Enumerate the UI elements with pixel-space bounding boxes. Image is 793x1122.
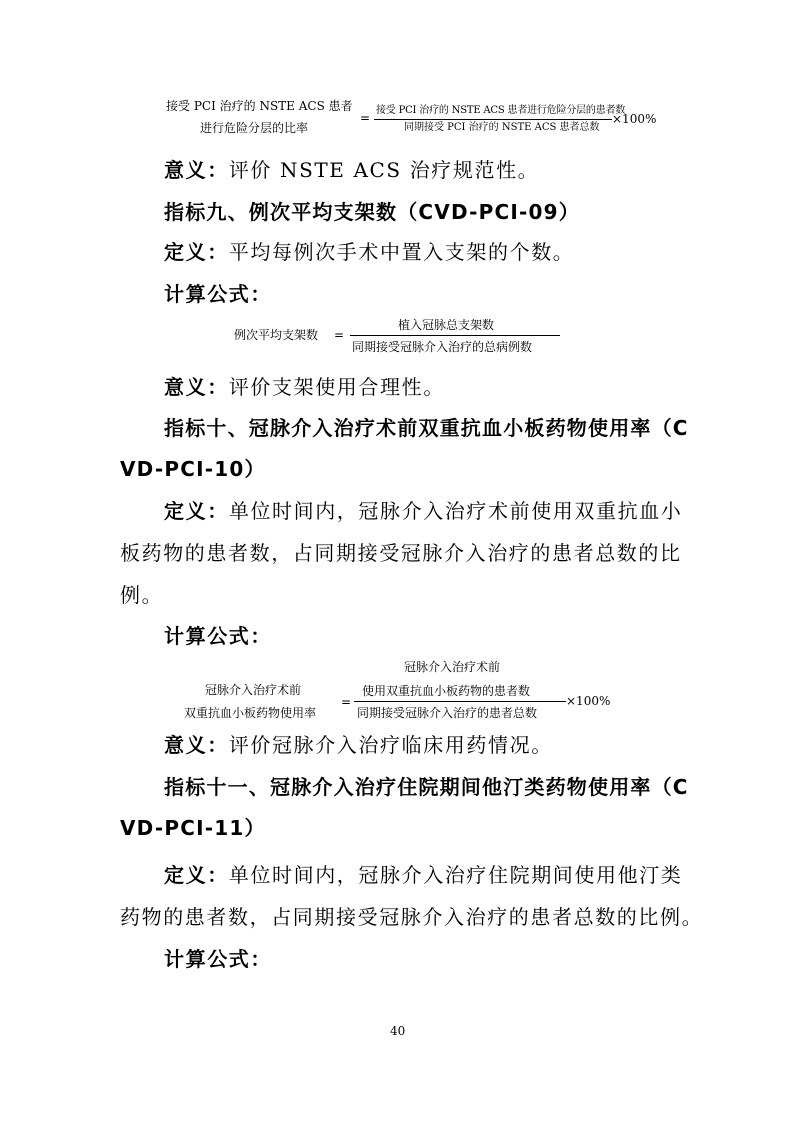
formula-top-lhs-line2: 进行危险分层的比率 (200, 121, 309, 135)
formula-top-denominator: 同期接受 PCI 治疗的 NSTE ACS 患者总数 (404, 122, 600, 133)
indicator10-def-label: 定义： (164, 499, 229, 523)
indicator9-def-label: 定义： (164, 240, 229, 264)
indicator9-calc-label: 计算公式： (164, 282, 272, 306)
indicator9-meaning-label: 意义： (164, 375, 229, 399)
indicator10-def-text1: 单位时间内，冠脉介入治疗术前使用双重抗血小 (228, 499, 683, 523)
indicator10-fraction-bar (354, 701, 566, 702)
indicator9-meaning-text: 评价支架使用合理性。 (228, 375, 445, 399)
indicator10-meaning (164, 735, 553, 755)
indicator9-formula-lhs: 例次平均支架数 (234, 328, 319, 342)
indicator9-fraction-bar (350, 335, 560, 336)
indicator10-formula-numerator-line1: 冠脉介入治疗术前 (404, 660, 501, 674)
formula-top-fraction-bar (374, 119, 612, 120)
indicator11-title-line2: VD-PCI-11） (120, 816, 266, 840)
indicator11-def-label: 定义： (164, 863, 229, 887)
indicator10-calc-label: 计算公式： (164, 624, 272, 648)
meaning-top (164, 160, 539, 180)
indicator10-title-line1: 指标十、冠脉介入治疗术前双重抗血小板药物使用率（C (164, 416, 689, 440)
indicator10-formula-numerator-line2: 使用双重抗血小板药物的患者数 (362, 684, 531, 698)
meaning-top-text: 评价 NSTE ACS 治疗规范性。 (228, 158, 540, 182)
page-number: 40 (390, 1024, 406, 1038)
formula-top-multiplier: ×100% (612, 112, 657, 126)
indicator11-def-line2: 药物的患者数，占同期接受冠脉介入治疗的患者总数的比例。 (120, 905, 704, 929)
indicator11-title-line1: 指标十一、冠脉介入治疗住院期间他汀类药物使用率（C (164, 775, 689, 799)
formula-top-equals: = (360, 111, 371, 125)
indicator10-formula-multiplier: ×100% (566, 694, 611, 708)
indicator10-def-line3: 例。 (120, 583, 164, 607)
indicator11-calc-label: 计算公式： (164, 947, 272, 971)
indicator9-def-text: 平均每例次手术中置入支架的个数。 (228, 240, 575, 264)
indicator10-title-line2: VD-PCI-10） (120, 457, 266, 481)
indicator10-formula-lhs-line2: 双重抗血小板药物使用率 (184, 706, 317, 720)
indicator10-formula-denominator: 同期接受冠脉介入治疗的患者总数 (357, 706, 538, 720)
formula-top-lhs-line1: 接受 PCI 治疗的 NSTE ACS 患者 (166, 99, 353, 113)
indicator9-meaning (164, 377, 445, 397)
indicator10-meaning-text: 评价冠脉介入治疗临床用药情况。 (228, 733, 553, 757)
indicator9-title: 指标九、例次平均支架数（CVD-PCI-09） (164, 200, 580, 224)
indicator9-formula-denominator: 同期接受冠脉介入治疗的总病例数 (352, 340, 533, 354)
indicator9-formula-equals: = (334, 328, 345, 342)
indicator9-formula-numerator: 植入冠脉总支架数 (398, 318, 495, 332)
indicator10-def-line1 (164, 501, 682, 521)
indicator10-formula-equals: = (341, 695, 352, 709)
indicator10-def-line2: 板药物的患者数，占同期接受冠脉介入治疗的患者总数的比 (120, 541, 682, 565)
indicator10-meaning-label: 意义： (164, 733, 229, 757)
indicator11-def-text1: 单位时间内，冠脉介入治疗住院期间使用他汀类 (228, 863, 683, 887)
indicator10-formula-lhs-line1: 冠脉介入治疗术前 (205, 683, 302, 697)
indicator11-def-line1 (164, 865, 682, 885)
indicator9-definition (164, 242, 574, 262)
formula-top-numerator: 接受 PCI 治疗的 NSTE ACS 患者进行危险分层的患者数 (376, 105, 626, 116)
meaning-top-label: 意义： (164, 158, 229, 182)
